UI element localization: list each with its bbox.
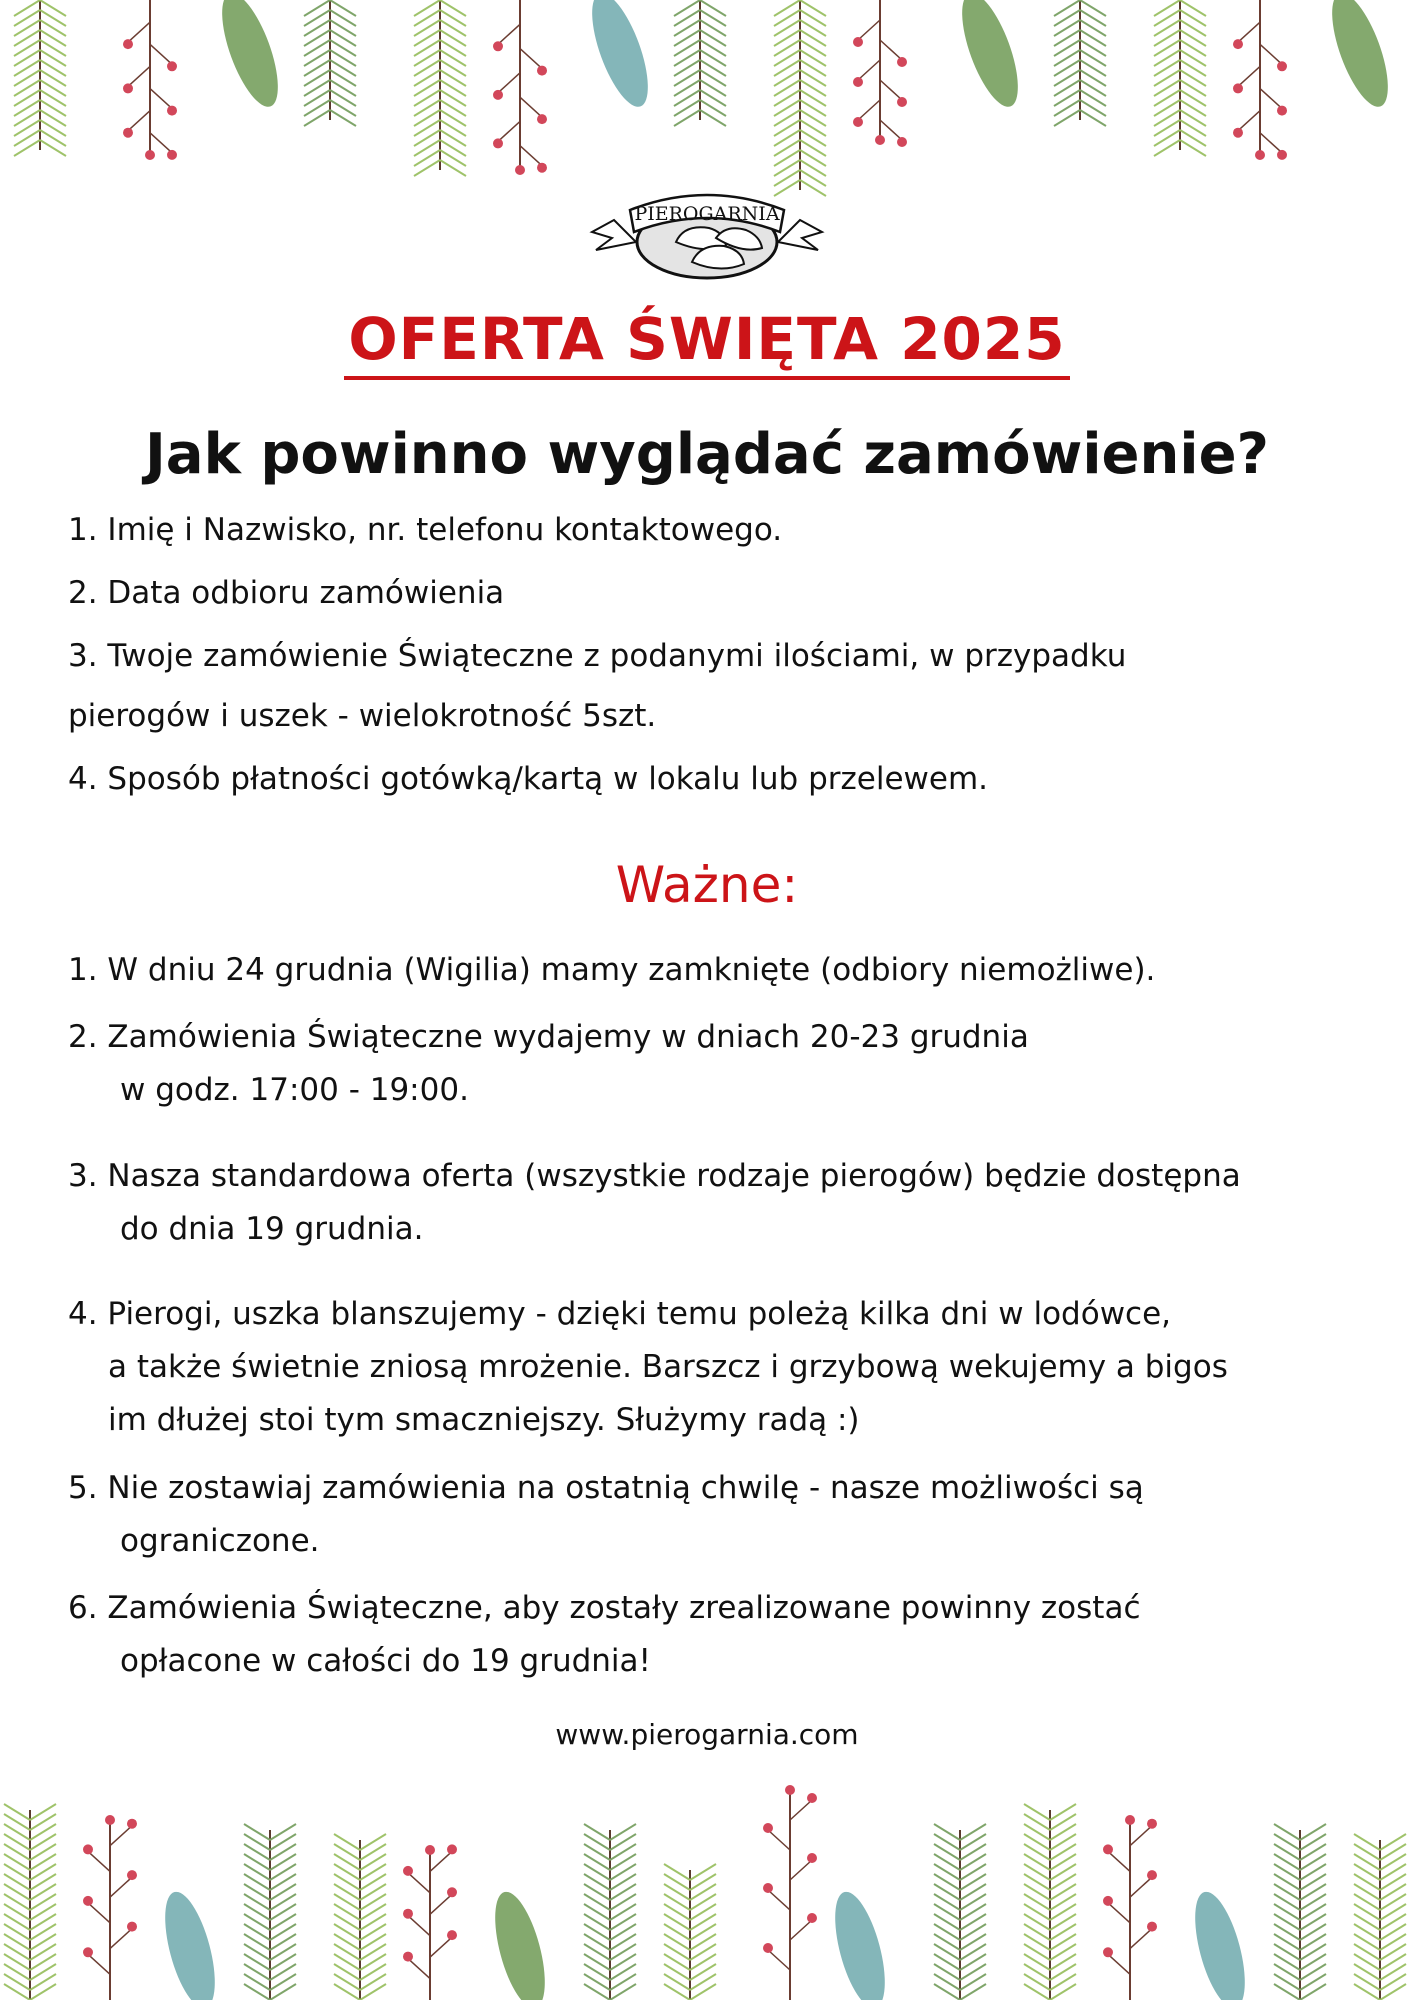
important-item-line: 2. Zamówienia Świąteczne wydajemy w dniach 20-23 grudnia bbox=[68, 1019, 1029, 1056]
order-step: 1. Imię i Nazwisko, nr. telefonu kontaktowego. bbox=[68, 512, 783, 548]
logo-text: PIEROGARNIA bbox=[634, 203, 780, 225]
important-item-line: 4. Pierogi, uszka blanszujemy - dzięki temu poleżą kilka dni w lodówce, bbox=[68, 1295, 1172, 1332]
leaf-icon bbox=[825, 1887, 895, 2000]
offer-title-text: OFERTA ŚWIĘTA 2025 bbox=[344, 308, 1069, 380]
pine-branch-icon bbox=[1024, 1804, 1076, 2000]
order-step-continuation: pierogów i uszek - wielokrotność 5szt. bbox=[68, 697, 657, 734]
important-item-line: opłacone w całości do 19 grudnia! bbox=[120, 1643, 651, 1680]
pine-branch-icon bbox=[1154, 0, 1206, 156]
pine-branch-icon bbox=[4, 1804, 56, 2000]
website-link[interactable]: www.pierogarnia.com bbox=[555, 1718, 859, 1751]
important-item bbox=[68, 1296, 1374, 1440]
leaf-icon bbox=[485, 1887, 555, 2000]
botanical-border-top bbox=[0, 0, 1414, 200]
important-item bbox=[68, 1470, 1374, 1560]
fern-branch-icon bbox=[304, 0, 356, 126]
berry-sprig-icon bbox=[1233, 0, 1287, 160]
important-item-line: do dnia 19 grudnia. bbox=[120, 1210, 424, 1247]
order-heading: Jak powinno wyglądać zamówienie? bbox=[144, 422, 1270, 487]
important-item-line: ograniczone. bbox=[120, 1522, 320, 1559]
pierogarnia-logo bbox=[584, 180, 830, 282]
pine-branch-icon bbox=[1354, 1834, 1406, 2000]
order-steps-list bbox=[68, 512, 1374, 824]
berry-sprig-icon bbox=[763, 1785, 817, 2000]
pine-branch-icon bbox=[664, 1864, 716, 2000]
fern-branch-icon bbox=[584, 1824, 636, 2000]
order-step: 3. Twoje zamówienie Świąteczne z podanymi ilościami, w przypadku bbox=[68, 638, 1127, 675]
important-item bbox=[68, 952, 1374, 989]
important-item-line: im dłużej stoi tym smaczniejszy. Służymy radą :) bbox=[108, 1402, 860, 1439]
leaf-icon bbox=[951, 0, 1030, 113]
berry-sprig-icon bbox=[83, 1815, 137, 2000]
important-list bbox=[68, 952, 1374, 1710]
important-item-line: 6. Zamówienia Świąteczne, aby zostały zrealizowane powinny zostać bbox=[68, 1589, 1141, 1626]
important-item bbox=[68, 1019, 1374, 1109]
leaf-icon bbox=[155, 1887, 225, 2000]
pine-branch-icon bbox=[414, 0, 466, 176]
botanical-border-bottom bbox=[0, 1730, 1414, 2000]
pine-branch-icon bbox=[14, 0, 66, 156]
offer-title bbox=[0, 305, 1414, 380]
berry-sprig-icon bbox=[1103, 1815, 1157, 2000]
fern-branch-icon bbox=[244, 1824, 296, 2000]
important-item-line: 3. Nasza standardowa oferta (wszystkie rodzaje pierogów) będzie dostępna bbox=[68, 1157, 1241, 1194]
important-item bbox=[68, 1158, 1374, 1248]
fern-branch-icon bbox=[674, 0, 726, 126]
berry-sprig-icon bbox=[403, 1844, 457, 2000]
ribbon-left-icon bbox=[592, 220, 636, 250]
leaf-icon bbox=[211, 0, 290, 113]
berry-sprig-icon bbox=[853, 0, 907, 147]
order-step: 4. Sposób płatności gotówką/kartą w lokalu lub przelewem. bbox=[68, 760, 989, 797]
fern-branch-icon bbox=[1274, 1824, 1326, 2000]
leaf-icon bbox=[1321, 0, 1400, 113]
pine-branch-icon bbox=[774, 0, 826, 196]
fern-branch-icon bbox=[934, 1824, 986, 2000]
fern-branch-icon bbox=[1054, 0, 1106, 126]
important-item bbox=[68, 1590, 1374, 1680]
important-item-line: 5. Nie zostawiaj zamówienia na ostatnią chwilę - nasze możliwości są bbox=[68, 1469, 1144, 1506]
ribbon-right-icon bbox=[778, 220, 822, 250]
leaf-icon bbox=[581, 0, 660, 113]
important-item-line: a także świetnie zniosą mrożenie. Barszcz i grzybową wekujemy a bigos bbox=[108, 1349, 1228, 1386]
important-item-line: 1. W dniu 24 grudnia (Wigilia) mamy zamknięte (odbiory niemożliwe). bbox=[68, 952, 1156, 988]
berry-sprig-icon bbox=[493, 0, 547, 175]
important-item-line: w godz. 17:00 - 19:00. bbox=[120, 1072, 469, 1109]
pine-branch-icon bbox=[334, 1834, 386, 2000]
important-heading: Ważne: bbox=[615, 856, 799, 914]
order-step: 2. Data odbioru zamówienia bbox=[68, 575, 505, 612]
berry-sprig-icon bbox=[123, 0, 177, 160]
leaf-icon bbox=[1185, 1887, 1255, 2000]
